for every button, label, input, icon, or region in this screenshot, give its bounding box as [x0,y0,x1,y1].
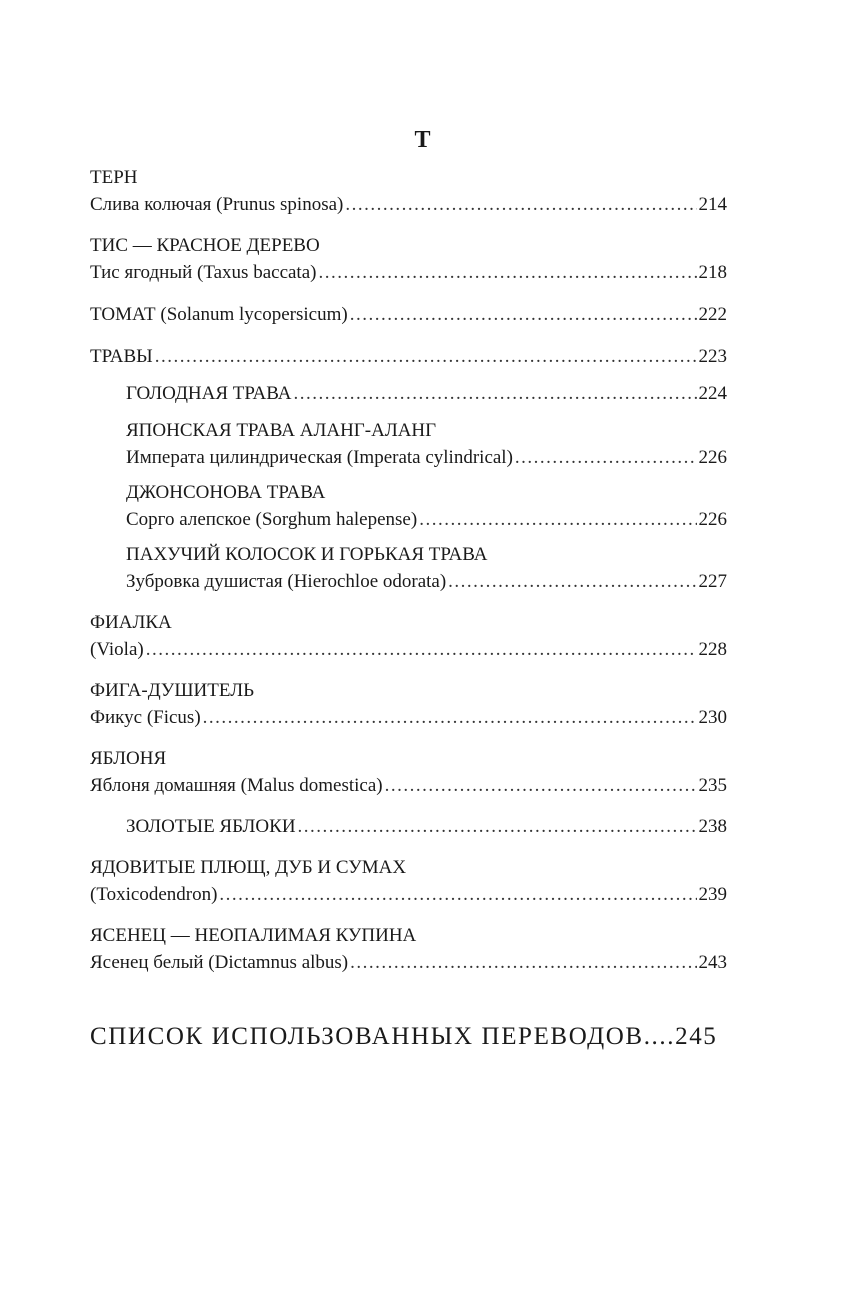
toc-line [90,191,727,218]
page-number: 222 [698,304,727,325]
toc-text: Фикус (Ficus) [90,707,201,728]
toc-line [126,813,727,840]
toc-line [90,704,727,731]
toc-heading: ЯБЛОНЯ [90,748,167,769]
toc-text: Яблоня домашняя (Malus domestica) [90,775,383,796]
toc-text: Императа цилиндрическая (Imperata cylindrical) [126,447,513,468]
toc-line [90,772,727,799]
toc-text: (Toxicodendron) [90,884,218,905]
page-number: 226 [698,447,727,468]
page-number: 227 [698,571,727,592]
toc-text: Тис ягодный (Taxus baccata) [90,262,317,283]
dot-leader [350,949,696,976]
toc-text: Ясенец белый (Dictamnus albus) [90,952,349,973]
dot-leader [448,568,696,595]
dot-leader [298,813,697,840]
toc-line [90,881,727,908]
toc-entry-golodnaya-trava[interactable] [126,380,727,407]
dot-leader [155,343,697,370]
toc-entry-figa[interactable] [90,677,727,731]
page-number: 235 [698,775,727,796]
toc-heading: ТИС — КРАСНОЕ ДЕРЕВО [90,235,320,256]
footer-dots: .... [643,1023,676,1050]
toc-entry-fialka[interactable] [90,609,727,663]
toc-line [126,380,727,407]
toc-heading: ЯДОВИТЫЕ ПЛЮЩ, ДУБ И СУМАХ [90,857,407,878]
toc-line [90,949,727,976]
page-number: 223 [698,346,727,367]
page-number: 218 [698,262,727,283]
page-number: 228 [698,639,727,660]
toc-heading: ФИГА-ДУШИТЕЛЬ [90,680,254,701]
dot-leader [345,191,696,218]
toc-entry-toxicodendron[interactable] [90,854,727,908]
dot-leader [203,704,697,731]
page-number: 214 [698,194,727,215]
toc-text: ТРАВЫ [90,346,153,367]
toc-entry-yablonya[interactable] [90,745,727,799]
toc-entry-tomat[interactable] [90,301,727,328]
toc-text: ТОМАТ (Solanum lycopersicum) [90,304,348,325]
dot-leader [146,636,697,663]
toc-entry-sweetgrass[interactable] [126,541,727,595]
dot-leader [419,506,696,533]
toc-text: (Viola) [90,639,144,660]
page-number: 230 [698,707,727,728]
toc-entry-travy[interactable] [90,343,727,370]
dot-leader [318,259,696,286]
toc-line [126,568,727,595]
toc-line [90,301,727,328]
toc-entry-tis[interactable] [90,232,727,286]
toc-text: Зубровка душистая (Hierochloe odorata) [126,571,447,592]
dot-leader [293,380,696,407]
toc-entry-alang-alang[interactable] [126,417,727,471]
section-letter: Т [414,127,431,153]
toc-entry-translations-list[interactable] [90,1020,727,1054]
toc-entry-johnson-grass[interactable] [126,479,727,533]
toc-text: ЗОЛОТЫЕ ЯБЛОКИ [126,816,296,837]
page-number: 243 [698,952,727,973]
toc-entry-yasenets[interactable] [90,922,727,976]
page-number: 226 [698,509,727,530]
table-of-contents [90,164,727,976]
toc-text: Слива колючая (Prunus spinosa) [90,194,344,215]
page-number: 238 [698,816,727,837]
toc-heading: ТЕРН [90,167,138,188]
toc-heading: ДЖОНСОНОВА ТРАВА [126,482,326,503]
toc-text: Сорго алепское (Sorghum halepense) [126,509,418,530]
page-number: 239 [698,884,727,905]
dot-leader [219,881,696,908]
toc-line [126,444,727,471]
dot-leader [385,772,697,799]
toc-entry-tern[interactable] [90,164,727,218]
dot-leader [350,301,697,328]
toc-line [90,259,727,286]
footer-text: СПИСОК ИСПОЛЬЗОВАННЫХ ПЕРЕВОДОВ [90,1023,644,1050]
page-number: 224 [698,383,727,404]
toc-heading: ПАХУЧИЙ КОЛОСОК И ГОРЬКАЯ ТРАВА [126,544,488,565]
dot-leader [515,444,697,471]
toc-line [90,343,727,370]
toc-entry-golden-apples[interactable] [126,813,727,840]
toc-heading: ЯПОНСКАЯ ТРАВА АЛАНГ-АЛАНГ [126,420,437,441]
footer-page-number: 245 [675,1023,718,1050]
toc-line [90,636,727,663]
toc-heading: ЯСЕНЕЦ — НЕОПАЛИМАЯ КУПИНА [90,925,417,946]
toc-text: ГОЛОДНАЯ ТРАВА [126,383,292,404]
toc-heading: ФИАЛКА [90,612,172,633]
toc-line [126,506,727,533]
